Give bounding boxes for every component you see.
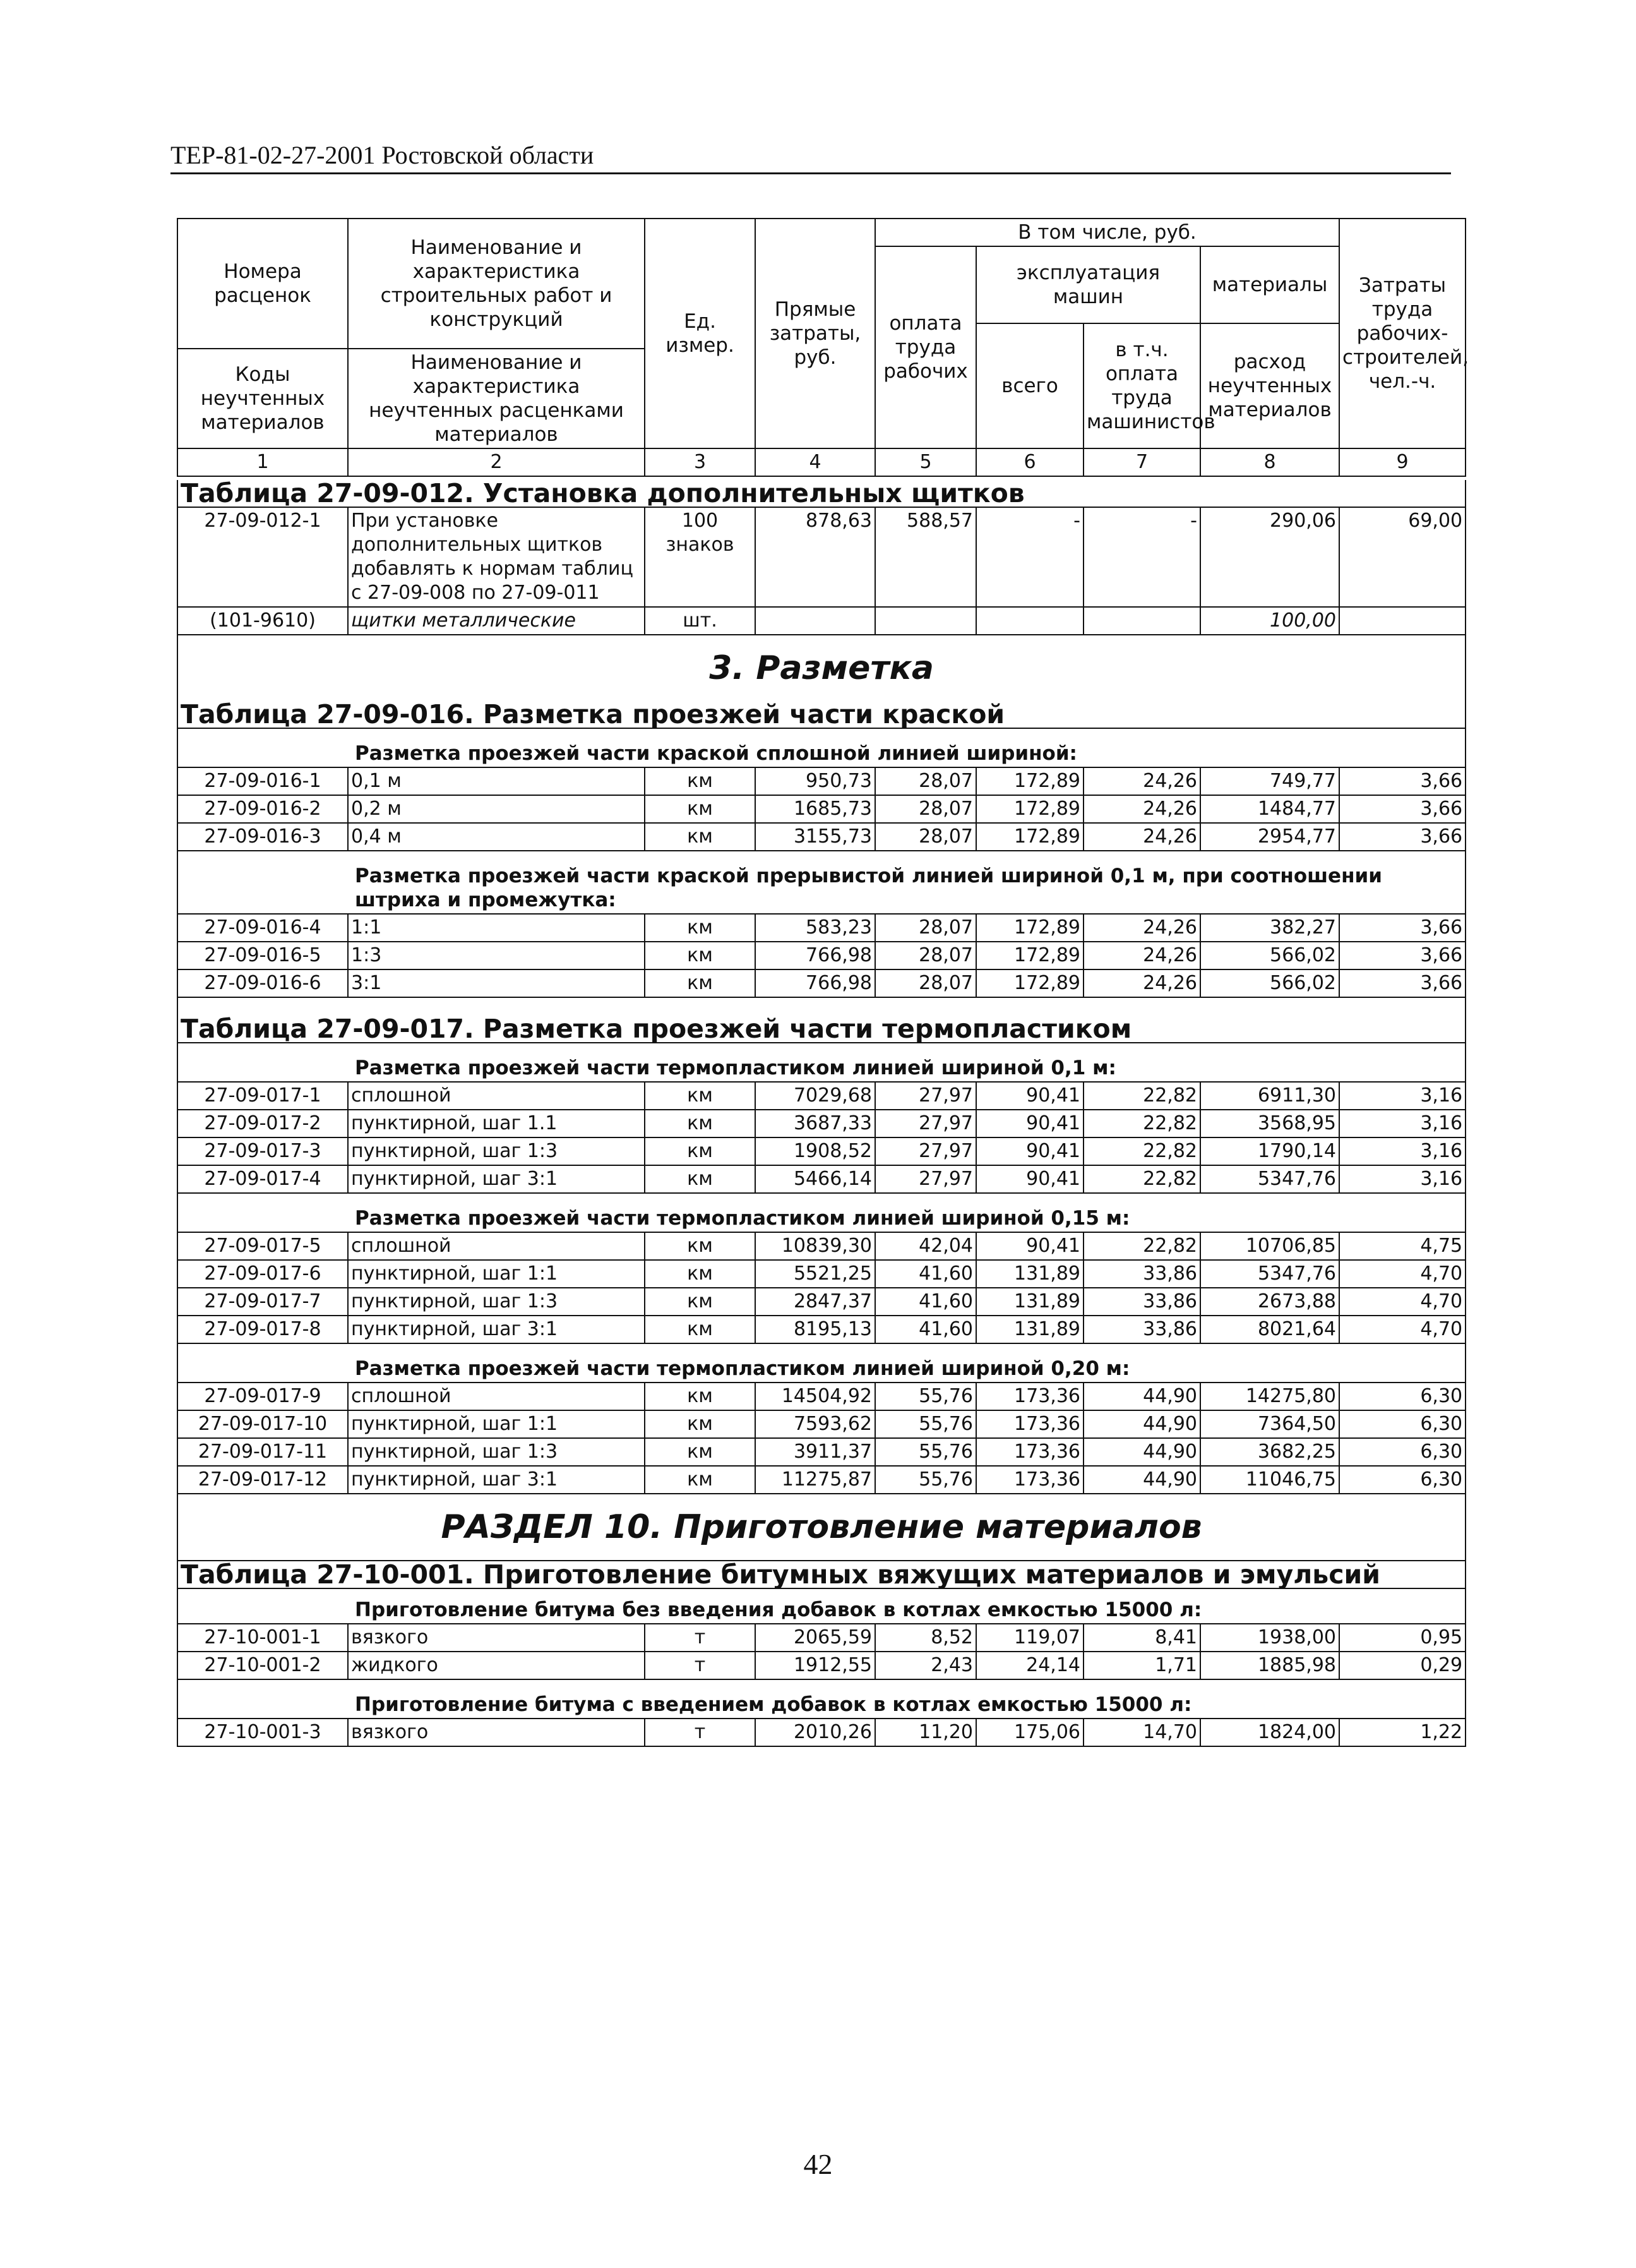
rate-pay: 27,97 xyxy=(875,1082,976,1110)
rate-direct: 583,23 xyxy=(755,914,875,942)
table-row xyxy=(177,1137,1466,1165)
rate-name: сплошной xyxy=(348,1082,645,1110)
rate-direct: 3155,73 xyxy=(755,823,875,851)
rate-direct: 766,98 xyxy=(755,969,875,997)
rate-pay: 588,57 xyxy=(875,507,976,607)
rate-unit: км xyxy=(645,1232,755,1260)
rate-mach-pay: 33,86 xyxy=(1084,1288,1200,1316)
rate-unit: км xyxy=(645,1137,755,1165)
table-row xyxy=(177,767,1466,795)
col-number: 7 xyxy=(1084,448,1200,476)
rate-mach-pay: 24,26 xyxy=(1084,969,1200,997)
table-016-group1-rows xyxy=(177,767,1466,851)
rate-name: 3:1 xyxy=(348,969,645,997)
rate-mach-total: - xyxy=(976,507,1084,607)
rate-name: 0,4 м xyxy=(348,823,645,851)
rate-name: пунктирной, шаг 3:1 xyxy=(348,1466,645,1494)
rate-materials: 8021,64 xyxy=(1200,1316,1339,1343)
rate-mach-pay: 44,90 xyxy=(1084,1383,1200,1410)
rate-code: 27-09-017-7 xyxy=(177,1288,348,1316)
rate-pay: 28,07 xyxy=(875,914,976,942)
rate-materials: 1484,77 xyxy=(1200,795,1339,823)
rate-labor: 6,30 xyxy=(1339,1410,1466,1438)
rate-labor: 3,66 xyxy=(1339,823,1466,851)
rate-direct: 5521,25 xyxy=(755,1260,875,1288)
rate-mach-total: 172,89 xyxy=(976,942,1084,969)
rate-mach-total: 173,36 xyxy=(976,1383,1084,1410)
rate-materials: 290,06 xyxy=(1200,507,1339,607)
rate-unit: км xyxy=(645,1410,755,1438)
rate-mach-pay: 8,41 xyxy=(1084,1624,1200,1652)
rate-direct: 1908,52 xyxy=(755,1137,875,1165)
rate-name: 0,2 м xyxy=(348,795,645,823)
table-row xyxy=(177,507,1466,607)
rate-name: пунктирной, шаг 1.1 xyxy=(348,1110,645,1137)
rate-unit: км xyxy=(645,1383,755,1410)
rate-unit: км xyxy=(645,1316,755,1343)
rate-mach-pay: 22,82 xyxy=(1084,1082,1200,1110)
rate-name: жидкого xyxy=(348,1652,645,1679)
table-017-group2-title: Разметка проезжей части термопластиком линией шириной 0,15 м: xyxy=(177,1193,1466,1232)
col-direct-costs-header: Прямые затраты, руб. xyxy=(755,219,875,448)
rate-materials: 3682,25 xyxy=(1200,1438,1339,1466)
table-row xyxy=(177,942,1466,969)
rate-materials: 5347,76 xyxy=(1200,1165,1339,1193)
table-10-001-title: Таблица 27-10-001. Приготовление битумных вяжущих материалов и эмульсий xyxy=(177,1561,1466,1588)
rate-code: 27-09-016-2 xyxy=(177,795,348,823)
rate-pay: 55,76 xyxy=(875,1466,976,1494)
rate-unit: км xyxy=(645,1466,755,1494)
rate-code: 27-09-017-4 xyxy=(177,1165,348,1193)
rate-code: 27-10-001-1 xyxy=(177,1624,348,1652)
table-016-group2-rows xyxy=(177,914,1466,997)
rate-code: 27-09-017-11 xyxy=(177,1438,348,1466)
rate-code: 27-10-001-2 xyxy=(177,1652,348,1679)
rate-labor: 3,16 xyxy=(1339,1082,1466,1110)
rate-mach-pay: 24,26 xyxy=(1084,914,1200,942)
rate-name: пунктирной, шаг 1:3 xyxy=(348,1137,645,1165)
table-row xyxy=(177,823,1466,851)
rate-mach-pay: 22,82 xyxy=(1084,1232,1200,1260)
material-code: (101-9610) xyxy=(177,607,348,635)
col-machines-pay-header: в т.ч. оплата труда машинистов xyxy=(1084,323,1200,448)
rate-labor: 4,70 xyxy=(1339,1288,1466,1316)
rate-code: 27-09-017-10 xyxy=(177,1410,348,1438)
rate-mach-pay: 1,71 xyxy=(1084,1652,1200,1679)
section-10-title: РАЗДЕЛ 10. Приготовление материалов xyxy=(177,1494,1466,1561)
rate-pay: 27,97 xyxy=(875,1110,976,1137)
rate-unit: км xyxy=(645,1438,755,1466)
rate-mach-pay: 33,86 xyxy=(1084,1260,1200,1288)
rate-pay: 41,60 xyxy=(875,1260,976,1288)
rate-pay: 27,97 xyxy=(875,1137,976,1165)
rate-materials: 3568,95 xyxy=(1200,1110,1339,1137)
rate-pay: 8,52 xyxy=(875,1624,976,1652)
rate-code: 27-09-016-5 xyxy=(177,942,348,969)
rate-unit: 100 знаков xyxy=(645,507,755,607)
rate-mach-total: 131,89 xyxy=(976,1288,1084,1316)
rate-materials: 10706,85 xyxy=(1200,1232,1339,1260)
col-unit-header: Ед. измер. xyxy=(645,219,755,448)
rate-mach-total: 173,36 xyxy=(976,1438,1084,1466)
table-row xyxy=(177,1410,1466,1438)
rate-direct: 2010,26 xyxy=(755,1719,875,1746)
rate-direct: 3911,37 xyxy=(755,1438,875,1466)
rate-mach-pay: 24,26 xyxy=(1084,823,1200,851)
rate-name: 1:3 xyxy=(348,942,645,969)
table-row xyxy=(177,1165,1466,1193)
col-material-codes-header: Коды неучтенных материалов xyxy=(177,349,348,448)
rate-mach-total: 24,14 xyxy=(976,1652,1084,1679)
rate-mach-total: 173,36 xyxy=(976,1466,1084,1494)
rate-labor: 3,16 xyxy=(1339,1165,1466,1193)
rate-mach-total: 90,41 xyxy=(976,1110,1084,1137)
rate-code: 27-09-017-9 xyxy=(177,1383,348,1410)
rate-mach-total: 90,41 xyxy=(976,1232,1084,1260)
table-row xyxy=(177,1383,1466,1410)
rate-labor: 3,66 xyxy=(1339,767,1466,795)
rate-code: 27-09-017-1 xyxy=(177,1082,348,1110)
rate-materials: 1938,00 xyxy=(1200,1624,1339,1652)
col-labor-cost-header: Затраты труда рабочих-строителей, чел.-ч. xyxy=(1339,219,1466,448)
rate-name: сплошной xyxy=(348,1383,645,1410)
rate-materials: 1885,98 xyxy=(1200,1652,1339,1679)
rate-code: 27-09-017-3 xyxy=(177,1137,348,1165)
rate-direct: 950,73 xyxy=(755,767,875,795)
material-row xyxy=(177,607,1466,635)
rate-mach-total: 172,89 xyxy=(976,969,1084,997)
col-materials-header: материалы xyxy=(1200,246,1339,323)
rate-code: 27-09-016-1 xyxy=(177,767,348,795)
table-016-group2-title: Разметка проезжей части краской прерывистой линией шириной 0,1 м, при соотношении штриха и промежутка: xyxy=(177,851,1466,914)
rate-labor: 3,66 xyxy=(1339,942,1466,969)
rate-unit: км xyxy=(645,942,755,969)
rate-unit: км xyxy=(645,795,755,823)
col-number: 5 xyxy=(875,448,976,476)
rate-code: 27-09-016-3 xyxy=(177,823,348,851)
rate-code: 27-09-017-2 xyxy=(177,1110,348,1137)
table-row xyxy=(177,1232,1466,1260)
rate-direct: 1685,73 xyxy=(755,795,875,823)
rate-mach-pay: 33,86 xyxy=(1084,1316,1200,1343)
rate-materials: 1790,14 xyxy=(1200,1137,1339,1165)
table-017-group2-rows xyxy=(177,1232,1466,1343)
rate-labor: 4,70 xyxy=(1339,1260,1466,1288)
rate-name: пунктирной, шаг 1:3 xyxy=(348,1288,645,1316)
rate-mach-pay: 44,90 xyxy=(1084,1438,1200,1466)
rate-labor: 3,66 xyxy=(1339,795,1466,823)
rates-table xyxy=(177,480,1466,1747)
col-labor-pay-header: оплата труда рабочих xyxy=(875,246,976,448)
rate-pay: 2,43 xyxy=(875,1652,976,1679)
col-machines-total-header: всего xyxy=(976,323,1084,448)
table-row xyxy=(177,1082,1466,1110)
rate-name: пунктирной, шаг 1:1 xyxy=(348,1260,645,1288)
material-name: щитки металлические xyxy=(348,607,645,635)
rate-materials: 566,02 xyxy=(1200,942,1339,969)
col-number: 9 xyxy=(1339,448,1466,476)
section-3-title: 3. Разметка xyxy=(177,635,1466,701)
rate-materials: 382,27 xyxy=(1200,914,1339,942)
rate-mach-total: 131,89 xyxy=(976,1316,1084,1343)
rate-mach-total: 173,36 xyxy=(976,1410,1084,1438)
rate-unit: км xyxy=(645,914,755,942)
rate-code: 27-09-016-4 xyxy=(177,914,348,942)
col-material-consumption-header: расход неучтенных материалов xyxy=(1200,323,1339,448)
material-unit: шт. xyxy=(645,607,755,635)
rate-materials: 2954,77 xyxy=(1200,823,1339,851)
table-016-group1-title: Разметка проезжей части краской сплошной линией шириной: xyxy=(177,728,1466,767)
rate-labor: 3,66 xyxy=(1339,969,1466,997)
rate-mach-total: 172,89 xyxy=(976,914,1084,942)
col-incl-header: В том числе, руб. xyxy=(875,219,1339,246)
rate-pay: 28,07 xyxy=(875,969,976,997)
rate-unit: т xyxy=(645,1652,755,1679)
rate-materials: 7364,50 xyxy=(1200,1410,1339,1438)
rate-mach-total: 172,89 xyxy=(976,767,1084,795)
rate-code: 27-09-012-1 xyxy=(177,507,348,607)
table-10-001-group2-rows xyxy=(177,1719,1466,1746)
rate-unit: км xyxy=(645,1260,755,1288)
rate-mach-total: 90,41 xyxy=(976,1137,1084,1165)
rate-mach-total: 175,06 xyxy=(976,1719,1084,1746)
rate-name: пунктирной, шаг 1:3 xyxy=(348,1438,645,1466)
table-016-title: Таблица 27-09-016. Разметка проезжей части краской xyxy=(177,701,1466,728)
rate-name: пунктирной, шаг 3:1 xyxy=(348,1316,645,1343)
rate-direct: 1912,55 xyxy=(755,1652,875,1679)
table-017-group1-title: Разметка проезжей части термопластиком линией шириной 0,1 м: xyxy=(177,1043,1466,1082)
rate-labor: 0,29 xyxy=(1339,1652,1466,1679)
rate-mach-pay: 24,26 xyxy=(1084,942,1200,969)
table-row xyxy=(177,914,1466,942)
rate-labor: 6,30 xyxy=(1339,1466,1466,1494)
rate-name: вязкого xyxy=(348,1624,645,1652)
table-row xyxy=(177,1288,1466,1316)
rate-direct: 7029,68 xyxy=(755,1082,875,1110)
rate-labor: 6,30 xyxy=(1339,1383,1466,1410)
table-row xyxy=(177,1652,1466,1679)
rate-unit: км xyxy=(645,823,755,851)
col-number: 3 xyxy=(645,448,755,476)
rate-unit: км xyxy=(645,969,755,997)
material-qty: 100,00 xyxy=(1200,607,1339,635)
table-row xyxy=(177,1260,1466,1288)
rate-pay: 55,76 xyxy=(875,1383,976,1410)
rate-unit: т xyxy=(645,1624,755,1652)
rate-name: 0,1 м xyxy=(348,767,645,795)
rate-labor: 3,16 xyxy=(1339,1137,1466,1165)
rate-mach-total: 119,07 xyxy=(976,1624,1084,1652)
rate-materials: 5347,76 xyxy=(1200,1260,1339,1288)
col-machines-header: эксплуатация машин xyxy=(976,246,1200,323)
rate-labor: 3,66 xyxy=(1339,914,1466,942)
table-row xyxy=(177,1466,1466,1494)
rate-name: пунктирной, шаг 3:1 xyxy=(348,1165,645,1193)
table-row xyxy=(177,1719,1466,1746)
rate-labor: 4,70 xyxy=(1339,1316,1466,1343)
rate-pay: 27,97 xyxy=(875,1165,976,1193)
rate-labor: 3,16 xyxy=(1339,1110,1466,1137)
rate-mach-pay: 22,82 xyxy=(1084,1137,1200,1165)
rate-materials: 6911,30 xyxy=(1200,1082,1339,1110)
rate-mach-total: 90,41 xyxy=(976,1165,1084,1193)
rate-direct: 7593,62 xyxy=(755,1410,875,1438)
table-012-title: Таблица 27-09-012. Установка дополнительных щитков xyxy=(177,480,1466,507)
col-codes-header: Номера расценок xyxy=(177,219,348,349)
rate-code: 27-09-017-6 xyxy=(177,1260,348,1288)
col-names-header: Наименование и характеристика строительных работ и конструкций xyxy=(348,219,645,349)
rate-unit: т xyxy=(645,1719,755,1746)
rate-direct: 878,63 xyxy=(755,507,875,607)
rate-name: сплошной xyxy=(348,1232,645,1260)
rate-code: 27-09-016-6 xyxy=(177,969,348,997)
rate-pay: 41,60 xyxy=(875,1288,976,1316)
rate-labor: 1,22 xyxy=(1339,1719,1466,1746)
table-017-group3-rows xyxy=(177,1383,1466,1494)
rate-unit: км xyxy=(645,1288,755,1316)
rate-mach-total: 131,89 xyxy=(976,1260,1084,1288)
rate-materials: 749,77 xyxy=(1200,767,1339,795)
rate-mach-pay: 24,26 xyxy=(1084,767,1200,795)
rate-pay: 28,07 xyxy=(875,942,976,969)
table-10-001-group1-rows xyxy=(177,1624,1466,1679)
rate-mach-pay: 14,70 xyxy=(1084,1719,1200,1746)
table-017-group3-title: Разметка проезжей части термопластиком линией шириной 0,20 м: xyxy=(177,1343,1466,1383)
rate-mach-pay: 22,82 xyxy=(1084,1110,1200,1137)
rate-name: вязкого xyxy=(348,1719,645,1746)
rate-pay: 55,76 xyxy=(875,1410,976,1438)
col-number: 6 xyxy=(976,448,1084,476)
rate-direct: 11275,87 xyxy=(755,1466,875,1494)
rate-mach-pay: - xyxy=(1084,507,1200,607)
rate-labor: 69,00 xyxy=(1339,507,1466,607)
rate-direct: 766,98 xyxy=(755,942,875,969)
rate-direct: 14504,92 xyxy=(755,1383,875,1410)
rate-direct: 3687,33 xyxy=(755,1110,875,1137)
rate-mach-total: 172,89 xyxy=(976,795,1084,823)
rate-name: При установке дополнительных щитков добавлять к нормам таблиц с 27-09-008 по 27-09-011 xyxy=(348,507,645,607)
rate-mach-total: 172,89 xyxy=(976,823,1084,851)
col-number: 1 xyxy=(177,448,348,476)
rate-direct: 10839,30 xyxy=(755,1232,875,1260)
rate-pay: 28,07 xyxy=(875,823,976,851)
col-number: 4 xyxy=(755,448,875,476)
rate-code: 27-09-017-8 xyxy=(177,1316,348,1343)
col-material-names-header: Наименование и характеристика неучтенных расценками материалов xyxy=(348,349,645,448)
rate-direct: 2847,37 xyxy=(755,1288,875,1316)
table-row xyxy=(177,795,1466,823)
document-header-title: ТЕР-81-02-27-2001 Ростовской области xyxy=(170,140,1451,174)
rate-mach-pay: 24,26 xyxy=(1084,795,1200,823)
rate-mach-pay: 44,90 xyxy=(1084,1466,1200,1494)
rate-mach-pay: 22,82 xyxy=(1084,1165,1200,1193)
rate-pay: 42,04 xyxy=(875,1232,976,1260)
rate-code: 27-09-017-5 xyxy=(177,1232,348,1260)
rate-mach-pay: 44,90 xyxy=(1084,1410,1200,1438)
rate-mach-total: 90,41 xyxy=(976,1082,1084,1110)
rate-materials: 11046,75 xyxy=(1200,1466,1339,1494)
rate-unit: км xyxy=(645,1110,755,1137)
rate-pay: 28,07 xyxy=(875,795,976,823)
rate-code: 27-10-001-3 xyxy=(177,1719,348,1746)
column-header-table xyxy=(177,218,1469,477)
table-row xyxy=(177,1110,1466,1137)
rate-pay: 28,07 xyxy=(875,767,976,795)
rate-materials: 1824,00 xyxy=(1200,1719,1339,1746)
rate-pay: 11,20 xyxy=(875,1719,976,1746)
rate-unit: км xyxy=(645,1165,755,1193)
rate-direct: 5466,14 xyxy=(755,1165,875,1193)
table-017-group1-rows xyxy=(177,1082,1466,1193)
table-row xyxy=(177,1438,1466,1466)
page-number: 42 xyxy=(803,2148,833,2180)
rate-name: пунктирной, шаг 1:1 xyxy=(348,1410,645,1438)
rate-unit: км xyxy=(645,767,755,795)
table-row xyxy=(177,1316,1466,1343)
col-number: 8 xyxy=(1200,448,1339,476)
rate-materials: 2673,88 xyxy=(1200,1288,1339,1316)
rate-direct: 8195,13 xyxy=(755,1316,875,1343)
table-row xyxy=(177,969,1466,997)
rate-pay: 55,76 xyxy=(875,1438,976,1466)
table-row xyxy=(177,1624,1466,1652)
rate-unit: км xyxy=(645,1082,755,1110)
rate-labor: 0,95 xyxy=(1339,1624,1466,1652)
rate-materials: 566,02 xyxy=(1200,969,1339,997)
col-number: 2 xyxy=(348,448,645,476)
rate-pay: 41,60 xyxy=(875,1316,976,1343)
table-10-001-group1-title: Приготовление битума без введения добавок в котлах емкостью 15000 л: xyxy=(177,1588,1466,1624)
column-numbers-row xyxy=(177,448,1466,476)
rate-code: 27-09-017-12 xyxy=(177,1466,348,1494)
table-017-title: Таблица 27-09-017. Разметка проезжей части термопластиком xyxy=(177,997,1466,1043)
rate-name: 1:1 xyxy=(348,914,645,942)
rate-materials: 14275,80 xyxy=(1200,1383,1339,1410)
rate-labor: 6,30 xyxy=(1339,1438,1466,1466)
rate-labor: 4,75 xyxy=(1339,1232,1466,1260)
table-10-001-group2-title: Приготовление битума с введением добавок в котлах емкостью 15000 л: xyxy=(177,1679,1466,1719)
rate-direct: 2065,59 xyxy=(755,1624,875,1652)
